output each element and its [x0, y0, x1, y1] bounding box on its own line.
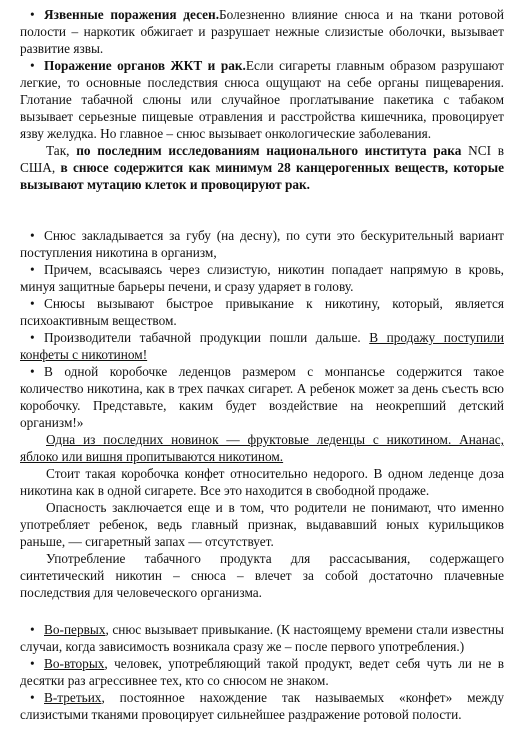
label-firstly: Во-первых — [44, 622, 106, 637]
text-candy-sale: В продажу поступили конфеты с никотином! — [20, 330, 504, 362]
paragraph-price: Стоит такая коробочка конфет относительно недорого. В одном леденце доза никотина как в одной сигарете. Все это находится в свободной продаже. — [20, 466, 504, 498]
bullet-gi-cancer — [20, 57, 504, 142]
section-spacer — [20, 601, 504, 621]
bullet-icon: • — [30, 656, 35, 671]
bullet-nicotine-candy — [20, 329, 504, 363]
bullet-icon: • — [30, 262, 35, 277]
paragraph-danger: Опасность заключается еще и в том, что родители не понимают, что именно употребляет ребенок, ведь главный признак, выдававший юных курильщиков раньше, — сигаретный запах — отсутствует. — [20, 500, 504, 549]
text-thirdly: , постоянное нахождение так называемых «конфет» между слизистыми тканями провоцирует сильнейшее раздражение ротовой полости. — [20, 690, 504, 722]
text-gum-ulcers: Болезненно влияние снюса и на ткани ротовой полости – наркотик обжигает и разрушает нежные слизистые оболочки, вызывает развитие язвы. — [20, 7, 504, 56]
paragraph-consequences: Употребление табачного продукта для рассасывания, содержащего синтетический никотин – снюса – влечет за собой достаточно плачевные последствия для человеческого организма. — [20, 551, 504, 600]
bullet-addiction — [20, 295, 504, 329]
bullet-icon: • — [30, 296, 35, 311]
bullet-icon: • — [30, 228, 35, 243]
text-nci-bold1: по последним исследованиям национального института рака — [69, 143, 462, 158]
text-nci-mid: NCI в США, — [20, 143, 505, 175]
heading-gi-cancer: Поражение органов ЖКТ и рак. — [44, 58, 246, 73]
text-secondly: , человек, употребляющий такой продукт, ведет себя чуть ли не в десятки раз агрессивнее тех, кто со снюсом не знаком. — [20, 656, 504, 688]
bullet-icon: • — [30, 622, 35, 637]
bullet-icon: • — [30, 364, 35, 379]
bullet-thirdly — [20, 689, 504, 723]
bullet-snus-placement — [20, 227, 504, 261]
text-candy-box: В одной коробочке леденцов размером с монпансье содержится такое количество никотина, как в трех пачках сигарет. А ребенок может за день съесть всю коробочку. Представьте, каким будет воздействие на неокрепший детский организм!» — [20, 364, 504, 430]
label-thirdly: В-третьих — [44, 690, 102, 705]
section-spacer — [20, 193, 504, 227]
text-gi-cancer: Если сигареты главным образом разрушают легкие, то основные последствия снюса ощущают на себе органы пищеварения. Глотание табачной слюны или случайное проглатывание пакетика с табаком вызывает серьезные пищевые отравления и расстройства кишечника, провоцирует язву желудка. Но главное – снюс вызывает онкологические заболевания. — [20, 58, 504, 141]
paragraph-nci-research — [20, 142, 504, 193]
text-absorption: Причем, всасываясь через слизистую, никотин попадает напрямую в кровь, минуя защитные барьеры печени, и сразу ударяет в голову. — [20, 262, 504, 294]
bullet-icon: • — [30, 690, 35, 705]
bullet-secondly — [20, 655, 504, 689]
text-producers: Производители табачной продукции пошли дальше. — [44, 330, 361, 345]
label-secondly: Во-вторых — [44, 656, 105, 671]
paragraph-fruit-candy: Одна из последних новинок — фруктовые леденцы с никотином. Ананас, яблоко или вишня пропитываются никотином. — [20, 432, 504, 464]
bullet-absorption — [20, 261, 504, 295]
text-nci-start: Так, — [46, 143, 70, 158]
text-addiction: Снюсы вызывают быстрое привыкание к никотину, который, является психоактивным веществом. — [20, 296, 504, 328]
bullet-icon: • — [30, 330, 35, 345]
bullet-icon: • — [30, 7, 35, 22]
heading-gum-ulcers: Язвенные поражения десен. — [44, 7, 220, 22]
bullet-firstly — [20, 621, 504, 655]
bullet-icon: • — [30, 58, 35, 73]
text-snus-placement: Снюс закладывается за губу (на десну), по сути это бескурительный вариант поступления никотина в организм, — [20, 228, 504, 260]
text-nci-bold2: в снюсе содержится как минимум 28 канцерогенных веществ, которые вызывают мутацию клеток и провоцируют рак. — [20, 160, 504, 192]
text-firstly: , снюс вызывает привыкание. (К настоящему времени стали известны случаи, когда зависимость возникала сразу же – после первого употребления.) — [20, 622, 504, 654]
bullet-gum-ulcers — [20, 6, 504, 57]
bullet-candy-box — [20, 363, 504, 431]
